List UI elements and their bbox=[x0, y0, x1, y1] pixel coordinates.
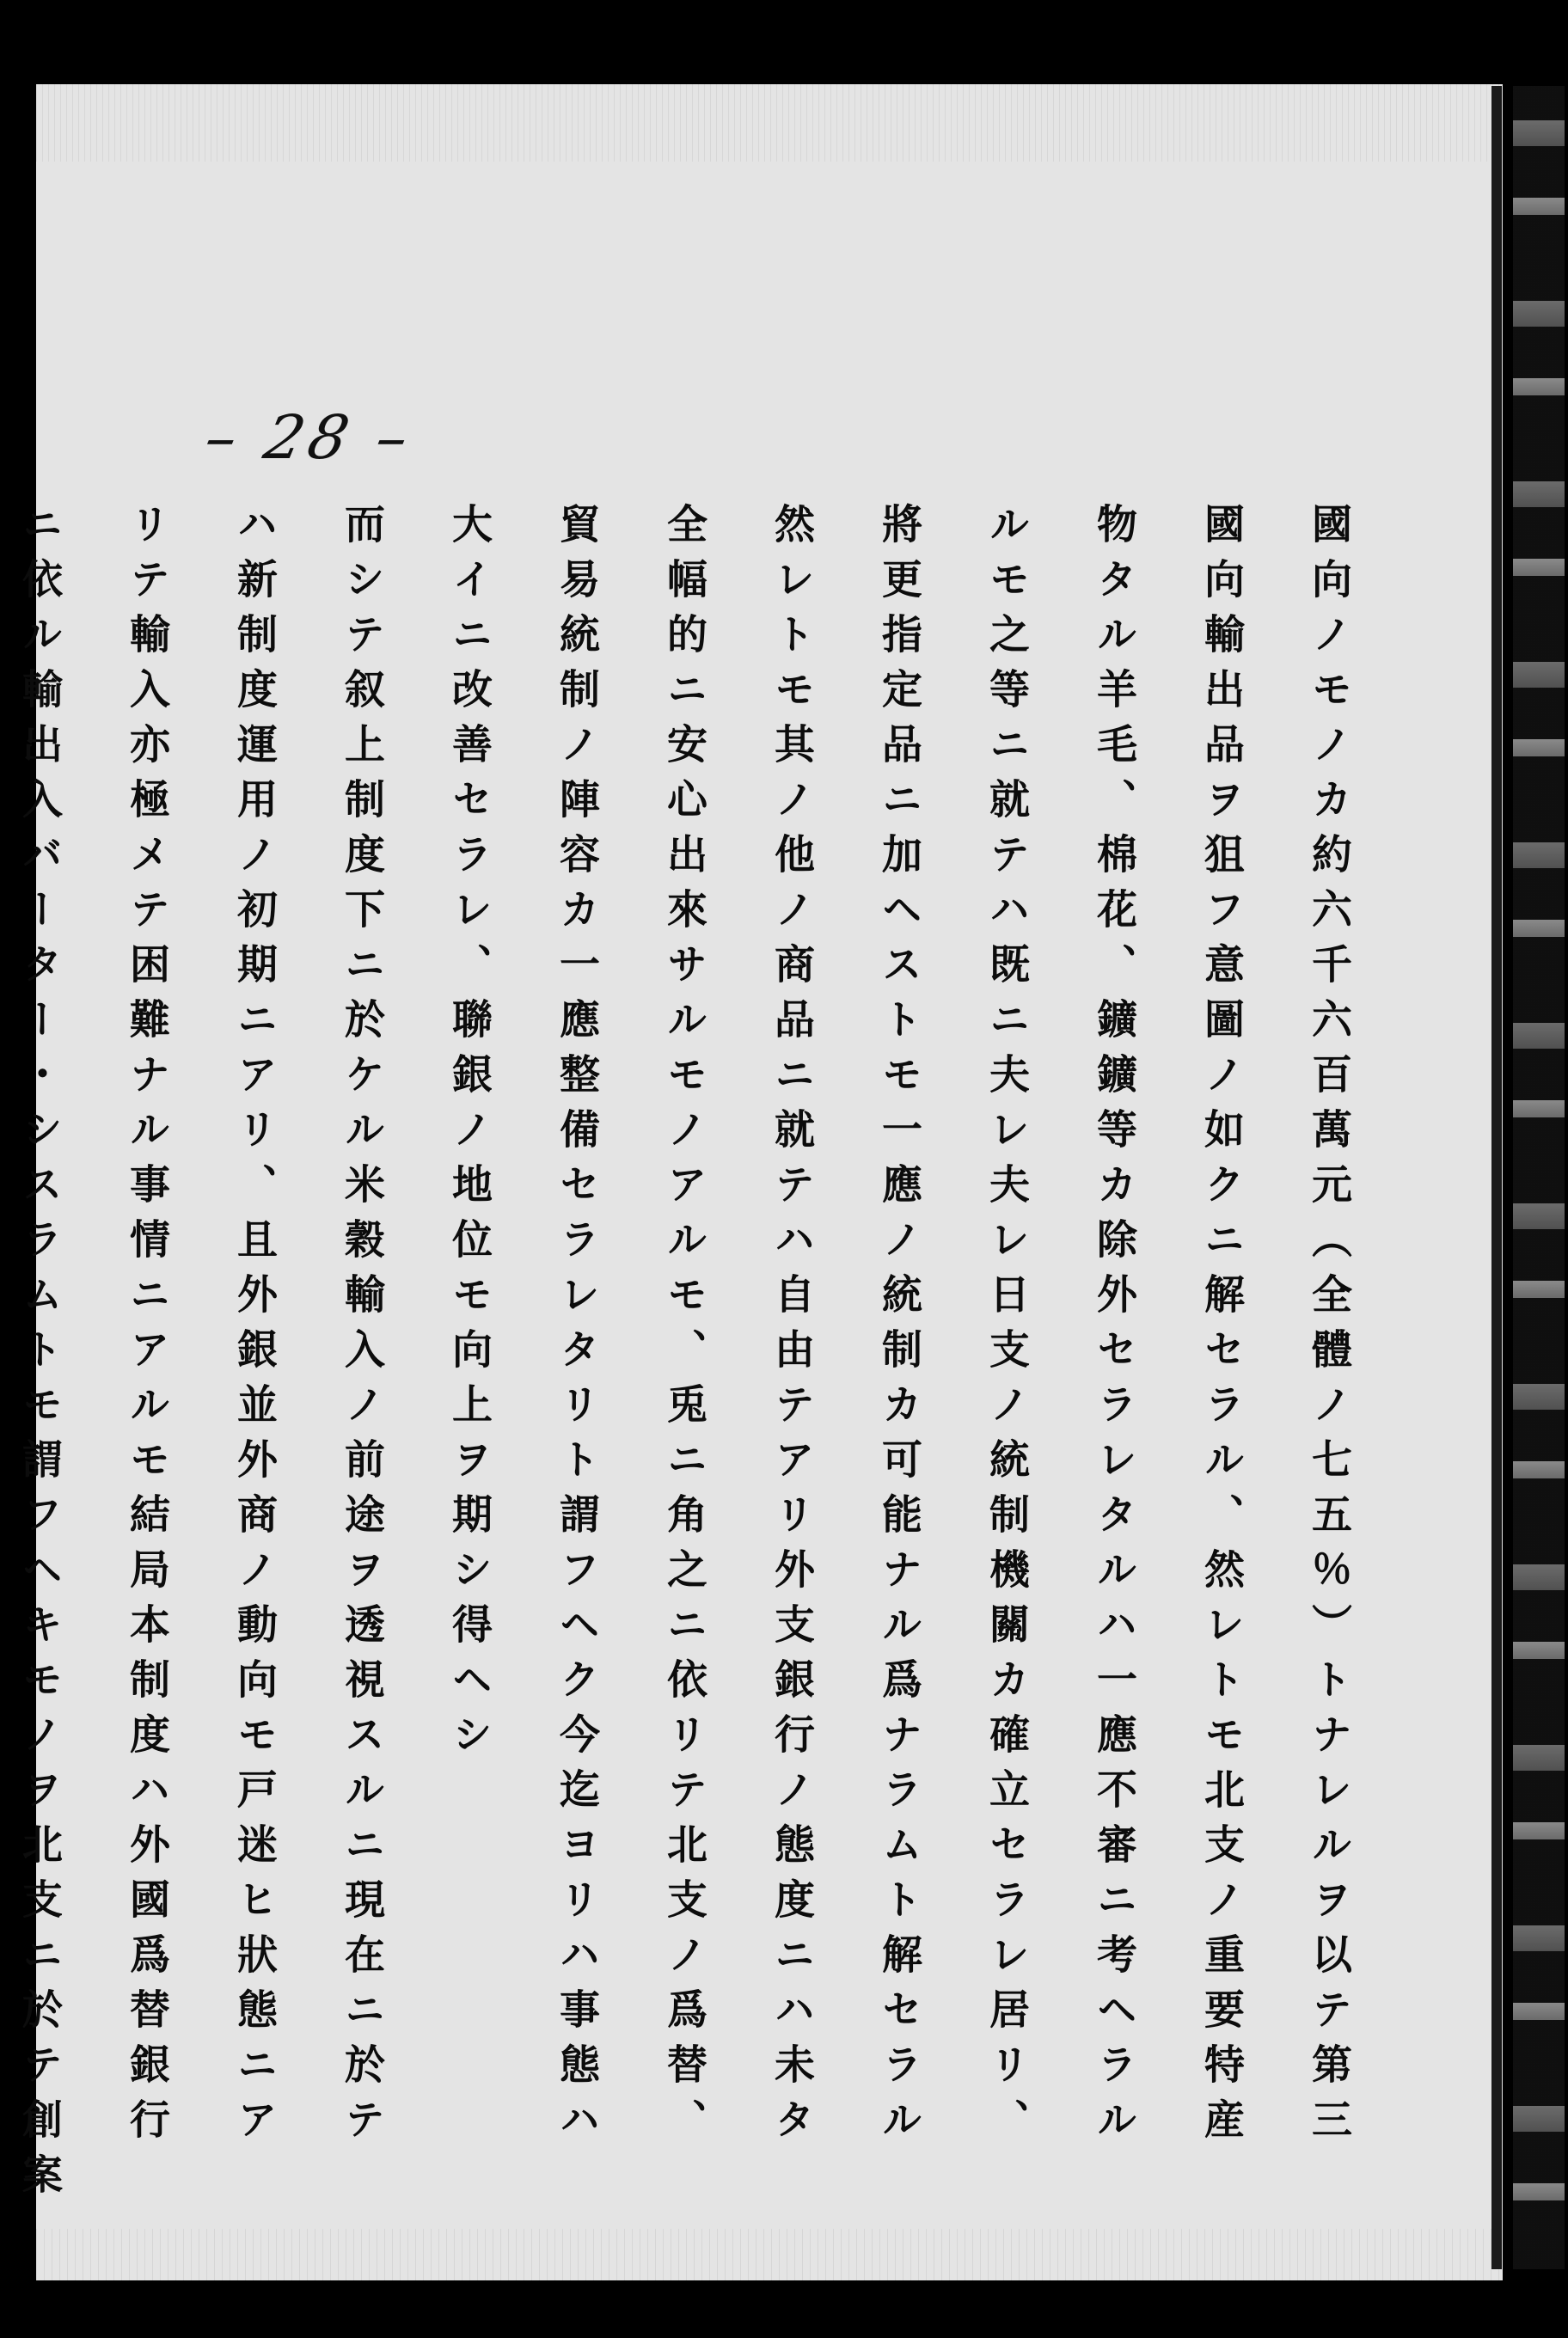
text-column: 貿易統制ノ陣容カ一應整備セラレタリト謂フヘク今迄ヨリハ事態ハ bbox=[553, 503, 600, 2153]
text-column: ルモ之等ニ就テハ既ニ夫レ夫レ日支ノ統制機關カ確立セラレ居リ、 bbox=[983, 503, 1030, 2153]
scan-noise-bottom bbox=[36, 2229, 1503, 2280]
text-column: 國向輸出品ヲ狙フ意圖ノ如クニ解セラル、然レトモ北支ノ重要特産 bbox=[1197, 503, 1245, 2153]
text-column: 國向ノモノカ約六千六百萬元（全體ノ七五％）トナレルヲ以テ第三 bbox=[1305, 503, 1352, 2153]
vertical-text-block bbox=[15, 503, 1382, 2208]
text-column: 而シテ叙上制度下ニ於ケル米穀輸入ノ前途ヲ透視スルニ現在ニ於テ bbox=[338, 503, 385, 2153]
binding-rule bbox=[1491, 86, 1502, 2269]
text-column: 大イニ改善セラレ、聯銀ノ地位モ向上ヲ期シ得ヘシ bbox=[445, 503, 493, 1768]
text-column: 物タル羊毛、棉花、鑛鑛等カ除外セラレタルハ一應不審ニ考ヘラル bbox=[1090, 503, 1137, 2153]
text-column: リテ輸入亦極メテ困難ナル事情ニアルモ結局本制度ハ外國爲替銀行 bbox=[123, 503, 170, 2153]
page-number: – 28 – bbox=[199, 402, 420, 473]
text-column: 然レトモ其ノ他ノ商品ニ就テハ自由テアリ外支銀行ノ態度ニハ未タ bbox=[768, 503, 815, 2153]
torn-page-edge bbox=[1513, 86, 1565, 2269]
scan-noise-top bbox=[36, 84, 1503, 162]
text-column: ハ新制度運用ノ初期ニアリ、且外銀並外商ノ動向モ戸迷ヒ狀態ニア bbox=[230, 503, 278, 2153]
text-column: 全幅的ニ安心出來サルモノアルモ、兎ニ角之ニ依リテ北支ノ爲替、 bbox=[660, 503, 707, 2153]
text-column: ニ依ル輸出入バーター・シスラムトモ謂フヘキモノヲ北支ニ於テ創案 bbox=[15, 503, 63, 2208]
text-column: 將更指定品ニ加ヘストモ一應ノ統制カ可能ナル爲ナラムト解セラル bbox=[875, 503, 922, 2153]
